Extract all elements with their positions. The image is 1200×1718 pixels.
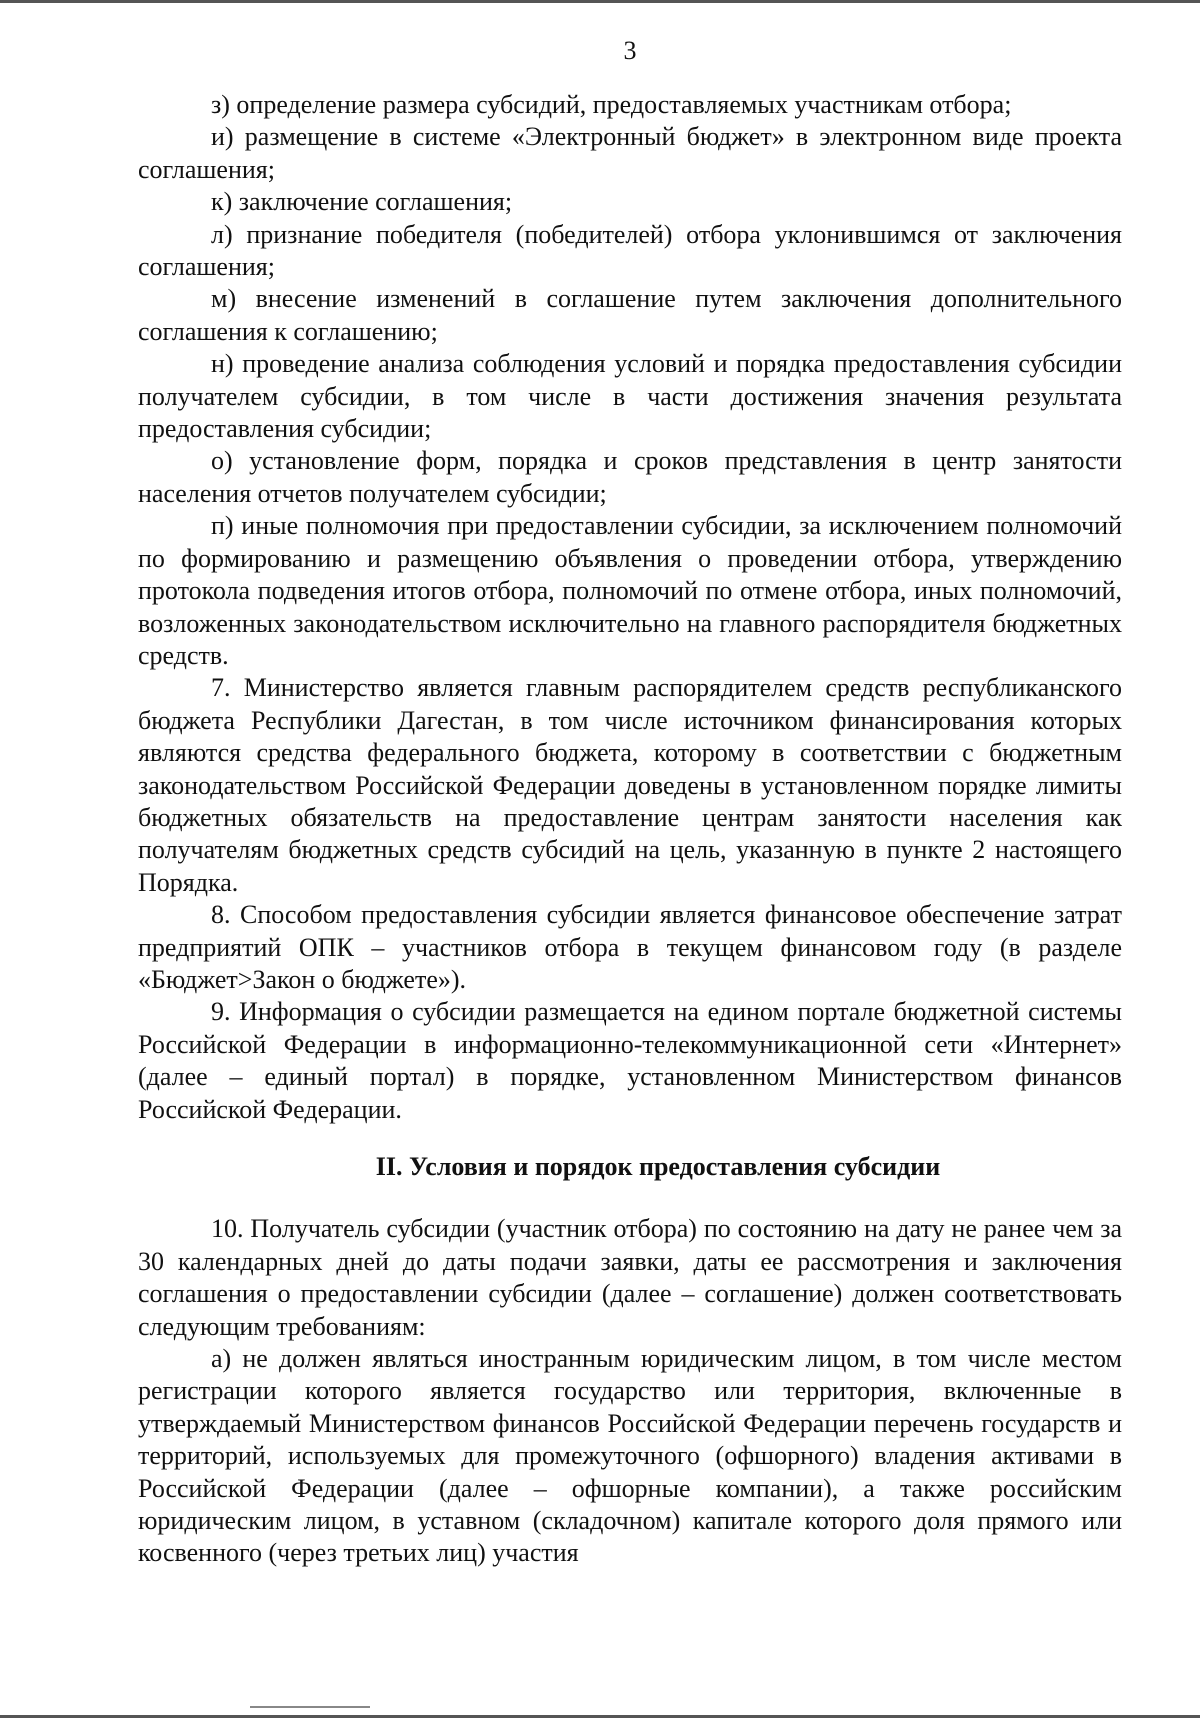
- paragraph: и) размещение в системе «Электронный бюджет» в электронном виде проекта соглашения;: [138, 122, 1122, 184]
- paragraph: 8. Способом предоставления субсидии является финансовое обеспечение затрат предприятий ОПК – участников отбора в текущем финансовом году (в разделе «Бюджет>Закон о бюджете»).: [138, 900, 1122, 994]
- page-number: 3: [623, 36, 637, 65]
- paragraph: 10. Получатель субсидии (участник отбора) по состоянию на дату не ранее чем за 30 календарных дней до даты подачи заявки, даты ее рассмотрения и заключения соглашения о предоставлении субсидии (далее – соглашение) должен соответствовать следующим требованиям:: [138, 1214, 1122, 1341]
- paragraph: 9. Информация о субсидии размещается на едином портале бюджетной системы Российской Федерации в информационно-телекоммуникационной сети «Интернет» (далее – единый портал) в порядке, установленном Министерством финансов Российской Федерации.: [138, 997, 1122, 1124]
- paragraph: з) определение размера субсидий, предоставляемых участникам отбора;: [211, 90, 1012, 119]
- section-heading: II. Условия и порядок предоставления субсидии: [375, 1152, 941, 1181]
- paragraph: к) заключение соглашения;: [211, 187, 513, 217]
- paragraph: л) признание победителя (победителей) отбора уклонившимся от заключения соглашения;: [138, 219, 1122, 282]
- scan-artifact: [250, 1706, 370, 1708]
- scan-edge-top: [0, 0, 1200, 3]
- paragraph: о) установление форм, порядка и сроков представления в центр занятости населения отчетов получателем субсидии;: [138, 446, 1122, 508]
- paragraph: п) иные полномочия при предоставлении субсидии, за исключением полномочий по формированию и размещению объявления о проведении отбора, утверждению протокола подведения итогов отбора, полномочий по отмене отбора, иных полномочий, возложенных законодательством исключительно на главного распорядителя бюджетных средств.: [138, 511, 1122, 670]
- paragraph: н) проведение анализа соблюдения условий и порядка предоставления субсидии получателем субсидии, в том числе в части достижения значения результата предоставления субсидии;: [138, 349, 1122, 444]
- paragraph: 7. Министерство является главным распорядителем средств республиканского бюджета Республики Дагестан, в том числе источником финансирования которых являются средства федерального бюджета, которому в соответствии с бюджетным законодательством Российской Федерации доведены в установленном порядке лимиты бюджетных обязательств на предоставление центрам занятости населения как получателям бюджетных средств субсидий на цель, указанную в пункте 2 настоящего Порядка.: [138, 673, 1122, 897]
- document-body: [138, 89, 1122, 1570]
- paragraph: а) не должен являться иностранным юридическим лицом, в том числе местом регистрации которого является государство или территория, включенные в утверждаемый Министерством финансов Российской Федерации перечень государств и территорий, используемых для промежуточного (офшорного) владения активами в Российской Федерации (далее – офшорные компании), а также российским юридическим лицом, в уставном (складочном) капитале которого доля прямого или косвенного (через третьих лиц) участия: [138, 1344, 1122, 1568]
- paragraph: м) внесение изменений в соглашение путем заключения дополнительного соглашения к соглашению;: [138, 284, 1122, 346]
